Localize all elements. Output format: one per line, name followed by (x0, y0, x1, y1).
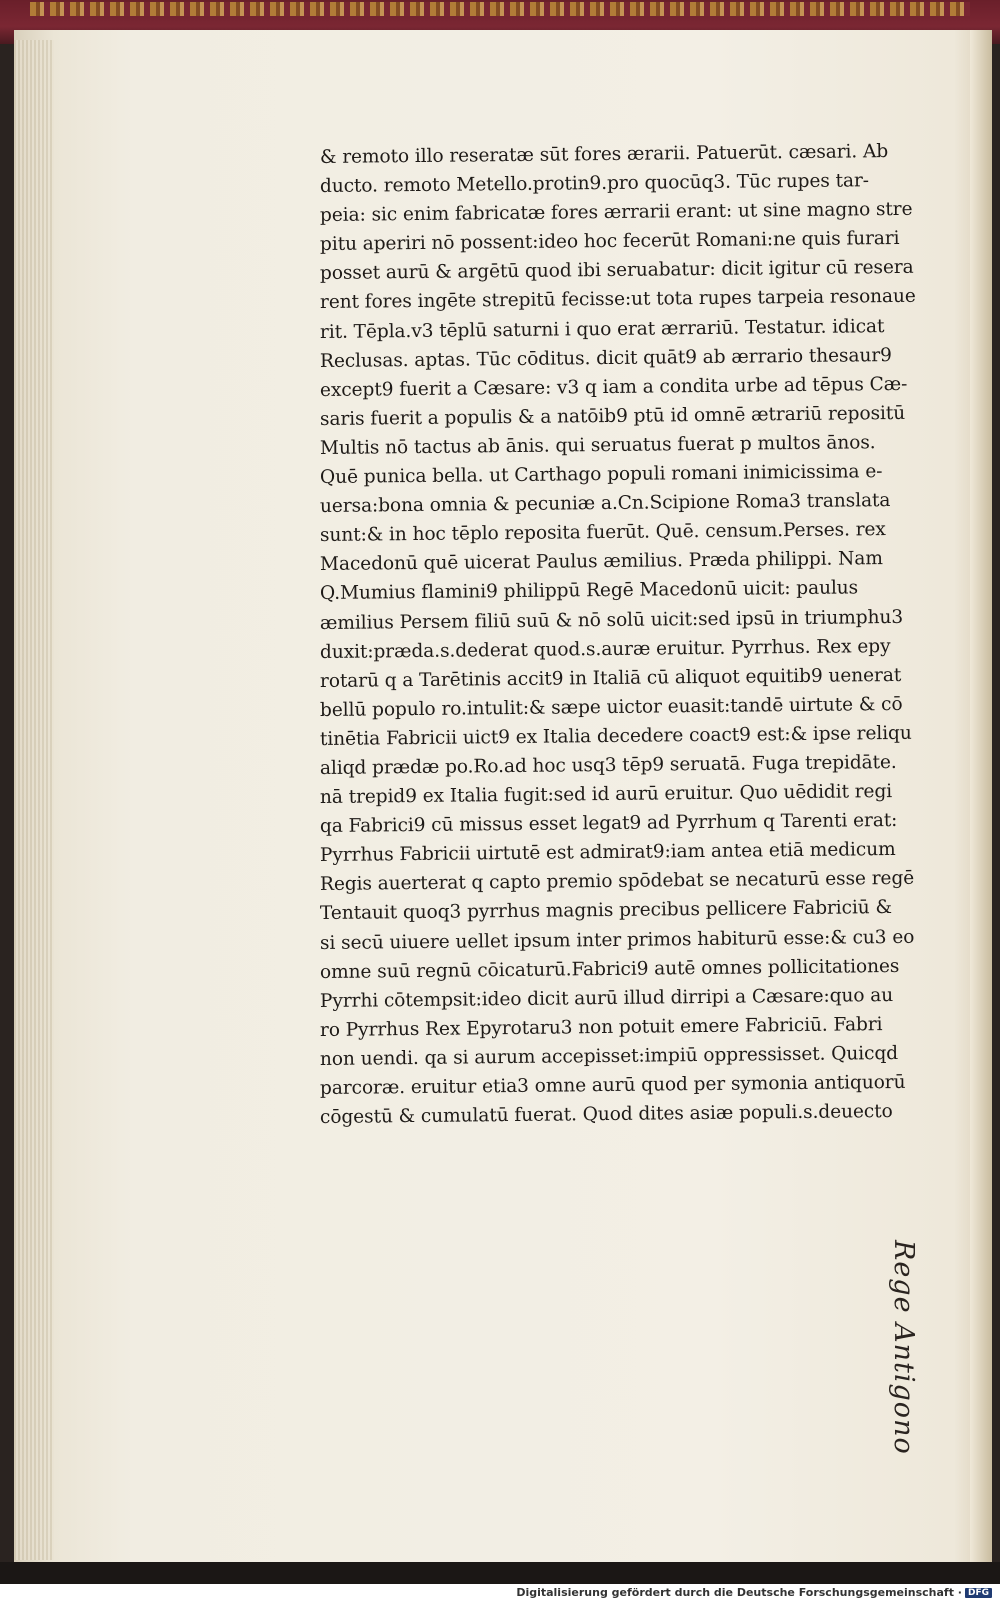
text-line: pitu aperiri nō possent:ideo hoc fecerūt Romani:ne quis furari (319, 228, 900, 256)
digitization-credit (516, 1586, 992, 1599)
text-line: except9 fuerit a Cæsare: v3 q iam a condita urbe ad tēpus Cæ- (319, 373, 908, 401)
text-line: aliqd prædæ po.Ro.ad hoc usq3 tēp9 seruatā. Fuga trepidāte. (319, 751, 897, 779)
text-line: & remoto illo reseratæ sūt fores ærarii. Patuerūt. cæsari. Ab (319, 141, 889, 168)
page-gutter-shadow (970, 30, 992, 1562)
text-line: Q.Mumius flamini9 philippū Regē Macedonū uicit: paulus (319, 577, 859, 605)
text-line: rent fores ingēte strepitū fecisse:ut tota rupes tarpeia resonaue (319, 286, 916, 314)
text-line: æmilius Persem filiū suū & nō solū uicit:sed ipsū in triumphu3 (319, 606, 904, 634)
text-line: Regis auerterat q capto premio spōdebat se necaturū esse regē (319, 868, 915, 896)
text-line: tinētia Fabricii uict9 ex Italia decedere coact9 est:& ipse reliqu (319, 722, 912, 750)
text-line: si secū uiuere uellet ipsum inter primos habiturū esse:& cu3 eo (319, 926, 915, 954)
text-line: peia: sic enim fabricatæ fores ærrarii erant: ut sine magno stre (319, 198, 913, 227)
text-line: sunt:& in hoc tēplo reposita fuerūt. Quē. censum.Perses. rex (319, 519, 886, 547)
text-line: rit. Tēpla.v3 tēplū saturni i quo erat ærrariū. Testatur. idicat (319, 315, 885, 343)
text-line: ro Pyrrhus Rex Epyrotaru3 non potuit emere Fabriciū. Fabri (319, 1013, 883, 1041)
text-line: duxit:præda.s.dederat quod.s.auræ eruitur. Pyrrhus. Rex epy (319, 635, 891, 663)
text-line: non uendi. qa si aurum accepisset:impiū oppressisset. Quicqd (319, 1042, 899, 1070)
text-line: cōgestū & cumulatū fuerat. Quod dites asiæ populi.s.deuecto (319, 1101, 893, 1129)
text-line: qa Fabrici9 cū missus esset legat9 ad Pyrrhum q Tarenti erat: (319, 810, 898, 838)
text-line: Tentauit quoq3 pyrrhus magnis precibus pellicere Fabriciū & (319, 897, 892, 925)
dfg-logo: DFG (965, 1588, 992, 1598)
scan-bottom-border (0, 1562, 1000, 1584)
marginal-annotation: Rege Antigono (888, 1240, 919, 1455)
text-line: rotarū q a Tarētinis accit9 in Italiā cū aliquot equitib9 uenerat (319, 664, 902, 692)
text-line: Multis nō tactus ab ānis. qui seruatus fuerat p multos ānos. (319, 432, 876, 459)
text-line: nā trepid9 ex Italia fugit:sed id aurū eruitur. Quo uēdidit regi (319, 781, 893, 809)
text-line: posset aurū & argētū quod ibi seruabatur: dicit igitur cū resera (319, 257, 914, 285)
text-line: Reclusas. aptas. Tūc cōditus. dicit quāt9 ab ærrario thesaur9 (319, 344, 892, 372)
text-line: saris fuerit a populis & a natōib9 ptū id omnē ætrariū repositū (319, 402, 906, 430)
commentary-text-block (320, 143, 920, 1132)
page-stack-edges (14, 40, 54, 1560)
credit-text: Digitalisierung gefördert durch die Deutsche Forschungsgemeinschaft · (516, 1586, 962, 1599)
text-line: Quē punica bella. ut Carthago populi romani inimicissima e- (319, 461, 883, 489)
gilt-decoration (30, 2, 970, 16)
text-line: omne suū regnū cōicaturū.Fabrici9 autē omnes pollicitationes (319, 955, 900, 983)
text-line: Pyrrhi cōtempsit:ideo dicit aurū illud dirripi a Cæsare:quo au (319, 984, 894, 1012)
text-line: parcoræ. eruitur etia3 omne aurū quod per symonia antiquorū (319, 1071, 906, 1099)
text-line: uersa:bona omnia & pecuniæ a.Cn.Scipione Roma3 translata (319, 490, 891, 518)
text-line: bellū populo ro.intulit:& sæpe uictor euasit:tandē uirtute & cō (319, 693, 903, 721)
text-line: Pyrrhus Fabricii uirtutē est admirat9:iam antea etiā medicum (319, 839, 896, 867)
text-line: Macedonū quē uicerat Paulus æmilius. Præda philippi. Nam (319, 548, 883, 576)
text-line: ducto. remoto Metello.protin9.pro quocūq3. Tūc rupes tar- (319, 170, 870, 198)
